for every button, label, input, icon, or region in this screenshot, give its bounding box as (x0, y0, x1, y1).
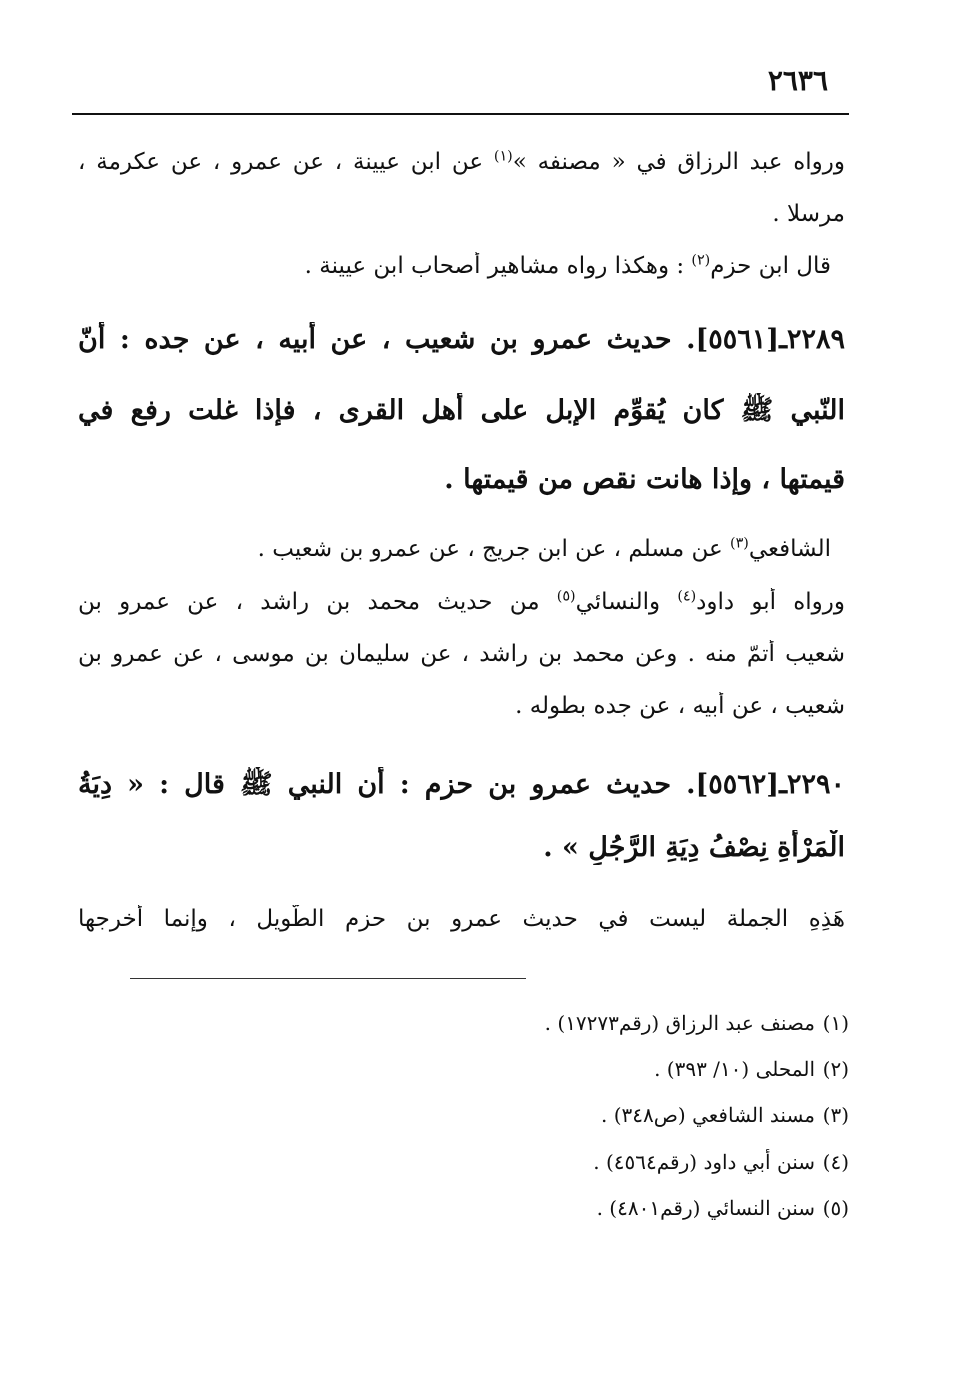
body-line: قال ابن حزم$^{(٢)}$ : وهكذا رواه مشاهير أصحاب ابن عيينة . (304, 252, 831, 279)
body-line: شعيب أتمّ منه . وعن محمد بن راشد ، عن سليمان بن موسى ، عن عمرو بن (78, 641, 845, 667)
footnote: (٤)سنن أبي داود (رقم٤٥٦٤) . (593, 1150, 849, 1174)
footnote-ref: (٥) (556, 588, 576, 605)
footnote-ref: (١) (493, 148, 513, 165)
body-line: الشافعي$^{(٣)}$ عن مسلم ، عن ابن جريج ، عن عمرو بن شعيب . (257, 535, 831, 562)
footnote-ref: (٢) (691, 252, 711, 269)
body-line: شعيب ، عن أبيه ، عن جده بطوله . (515, 693, 845, 719)
footnote-ref: (٣) (730, 535, 749, 552)
hadith-heading-line: النّبي ﷺ كان يُقوِّم الإبل على أهل القرى ، فإذا غلت رفع في (78, 395, 845, 426)
footnote: (٢)المحلى (١٠/ ٣٩٣) . (654, 1057, 849, 1081)
footnote-ref: (٤) (677, 588, 697, 605)
footnote: (٣)مسند الشافعي (ص٣٤٨) . (600, 1103, 849, 1127)
footnote-mark: (٢) (822, 1057, 849, 1081)
body-line: هَذِهِ الجملة ليست في حديث عمرو بن حزم الطّويل ، وإنما أخرجها (78, 906, 845, 932)
footnote-mark: (٥) (822, 1196, 849, 1220)
hadith-heading-line: الْمَرْأَةِ نِصْفُ دِيَةِ الرَّجُلِ » . (543, 832, 845, 863)
footnote: (١)مصنف عبد الرزاق (رقم١٧٢٧٣) . (544, 1011, 849, 1035)
header-rule (72, 113, 849, 115)
hadith-heading-line: ٢٢٩٠ـ[٥٥٦٢]. حديث عمرو بن حزم : أن النبي ﷺ قال : « دِيَةُ (78, 769, 845, 800)
footnote-rule (130, 978, 526, 979)
hadith-heading-line: قيمتها ، وإذا هانت نقص من قيمتها . (444, 464, 845, 495)
footnote-mark: (٣) (822, 1103, 849, 1127)
footnote-mark: (١) (822, 1011, 849, 1035)
body-line: مرسلا . (772, 201, 845, 227)
footnote-mark: (٤) (822, 1150, 849, 1174)
page-number: ٢٦٣٦ (767, 64, 828, 97)
body-line: ورواه أبو داود$^{(٤)}$ والنسائي$^{(٥)}$ من حديث محمد بن راشد ، عن عمرو بن (78, 588, 845, 615)
body-line: ورواه عبد الرزاق في « مصنفه »$^{(١)}$ عن ابن عيينة ، عن عمرو ، عن عكرمة ، (78, 148, 845, 175)
footnote: (٥)سنن النسائي (رقم٤٨٠١) . (596, 1196, 849, 1220)
hadith-heading-line: ٢٢٨٩ـ[٥٥٦١]. حديث عمرو بن شعيب ، عن أبيه ، عن جده : أنّ (78, 324, 845, 355)
